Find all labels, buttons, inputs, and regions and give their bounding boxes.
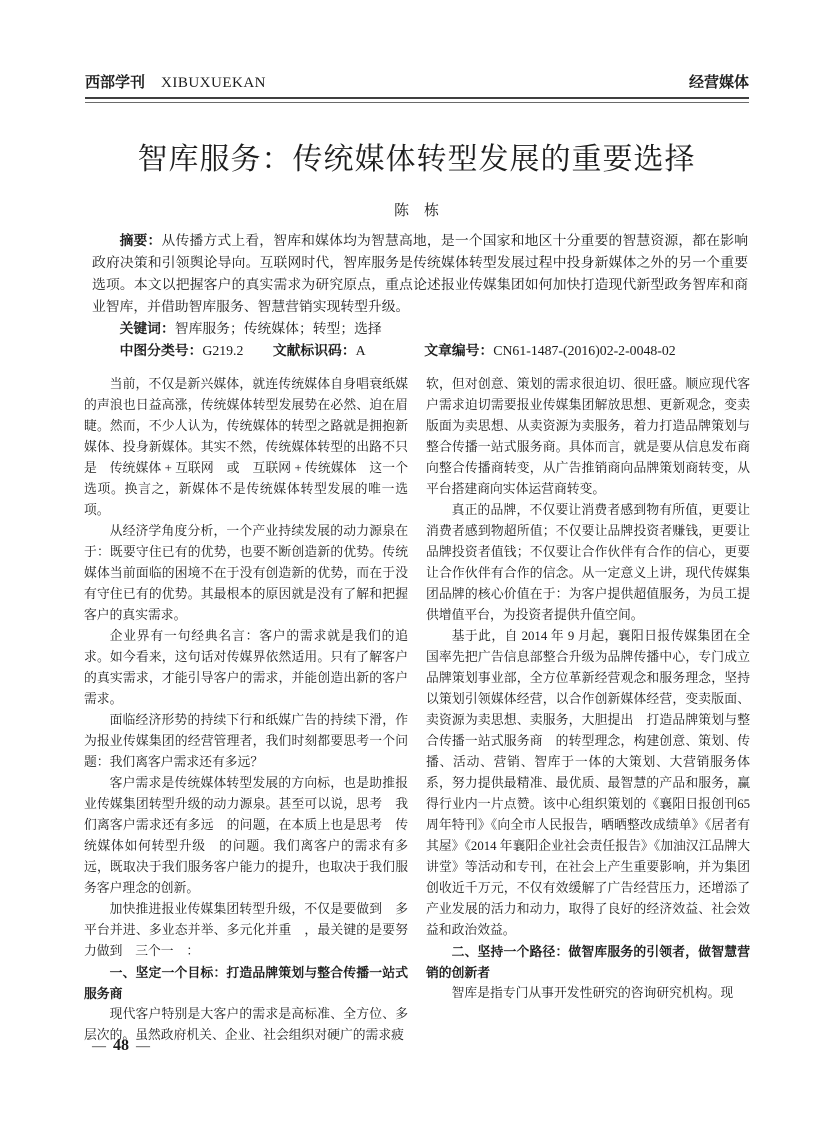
clc-label: 中图分类号： <box>119 342 203 358</box>
paragraph: 加快推进报业传媒集团转型升级，不仅是要做到 多平台并进、多业态并举、多元化并重 ，最关键的是要努力做到 三个一 ： <box>84 902 408 958</box>
front-matter <box>92 230 748 361</box>
classification-line <box>92 340 748 362</box>
journal-section-name: 经营媒体 <box>688 74 749 91</box>
article-title: 智库服务：传统媒体转型发展的重要选择 <box>137 143 696 176</box>
paragraph: 从经济学角度分析，一个产业持续发展的动力源泉在于：既要守住已有的优势，也要不断创造新的优势。传统媒体当前面临的困境不在于没有创造新的优势，而在于没有守住已有的优势。其最根本的原因就是没有了解和把握客户的真实需求。 <box>84 524 408 622</box>
page-number <box>92 1037 150 1055</box>
journal-title-cn: 西部学刊 <box>85 74 146 91</box>
page-number-dash-left: — <box>92 1039 106 1054</box>
document-code-value: A <box>355 342 365 358</box>
right-column <box>426 374 750 1046</box>
paragraph: 智库是指专门从事开发性研究的咨询研究机构。现 <box>451 986 734 1000</box>
abstract-text: 从传播方式上看，智库和媒体均为智慧高地，是一个国家和地区十分重要的智慧资源，都在影响政府决策和引领舆论导向。互联网时代，智库服务是传统媒体转型发展过程中投身新媒体之外的另一个重要选项。本文以把握客户的真实需求为研究原点，重点论述报业传媒集团如何加快打造现代新型政务智库和商业智库，并借助智库服务、智慧营销实现转型升级。 <box>92 233 748 314</box>
document-code <box>273 343 365 358</box>
paragraph: 真正的品牌，不仅要让消费者感到物有所值，更要让消费者感到物超所值；不仅要让品牌投资者赚钱，更要让品牌投资者值钱；不仅要让合作伙伴有合作的信心，更要让合作伙伴有合作的信念。从一定意义上讲，现代传媒集团品牌的核心价值在于：为客户提供超值服务，为员工提供增值平台，为投资者提供升值空间。 <box>426 503 750 622</box>
article-number-value: CN61-1487-(2016)02-2-0048-02 <box>493 342 676 358</box>
article-body <box>84 374 750 1046</box>
paragraph: 客户需求是传统媒体转型发展的方向标，也是助推报业传媒集团转型升级的动力源泉。甚至可以说，思考 我们离客户需求还有多远 的问题，在本质上也是思考 传统媒体如何转型升级 的问题。我们离客户的需求有多远，既取决于我们服务客户能力的提升，也取决于我们服务客户理念的创新。 <box>84 776 408 895</box>
journal-title-pinyin: XIBUXUEKAN <box>161 75 267 91</box>
paragraph: 企业界有一句经典名言：客户的需求就是我们的追求。如今看来，这句话对传媒界依然适用。只有了解客户的真实需求，才能引导客户的需求，并能创造出新的客户需求。 <box>84 629 408 706</box>
clc-value: G219.2 <box>202 342 244 358</box>
abstract <box>92 230 748 318</box>
article-author: 陈 栋 <box>393 203 439 219</box>
paragraph-continuation: 软，但对创意、策划的需求很迫切、很旺盛。顺应现代客户需求迫切需要报业传媒集团解放思想、更新观念，变卖版面为卖思想、从卖资源为卖服务，着力打造品牌策划与整合传播一站式服务商。具体而言，就是要从信息发布商向整合传播商转变，从广告推销商向品牌策划商转变，从平台搭建商向实体运营商转变。 <box>426 377 750 496</box>
keywords-text: 智库服务；传统媒体；转型；选择 <box>174 320 382 336</box>
clc-number <box>120 343 244 358</box>
abstract-label: 摘要： <box>119 233 162 248</box>
running-head <box>85 71 749 92</box>
document-code-label: 文献标识码： <box>272 342 356 358</box>
paragraph: 当前，不仅是新兴媒体，就连传统媒体自身唱衰纸媒的声浪也日益高涨，传统媒体转型发展势在必然、迫在眉睫。然而，不少人认为，传统媒体的转型之路就是拥抱新媒体、投身新媒体。其实不然，传统媒体转型的出路不只是 传统媒体 + 互联网 或 互联网 + 传统媒体 这一个选项。换言之，新媒体不是传统媒体转型发展的唯一选项。 <box>84 377 408 517</box>
section-heading-1: 一、坚定一个目标：打造品牌策划与整合传播一站式服务商 <box>84 965 408 1001</box>
keywords-label: 关键词： <box>119 320 175 336</box>
article-number-label: 文章编号： <box>424 342 494 358</box>
page-number-dash-right: — <box>136 1039 150 1054</box>
page-number-value: 48 <box>113 1037 129 1054</box>
keywords <box>92 318 748 340</box>
paragraph: 现代客户特别是大客户的需求是高标准、全方位、多层次的。虽然政府机关、企业、社会组织对硬广的需求疲 <box>84 1007 408 1042</box>
paragraph: 基于此，自 2014 年 9 月起，襄阳日报传媒集团在全国率先把广告信息部整合升级为品牌传播中心，专门成立品牌策划事业部，全方位革新经营观念和服务理念，坚持以策划引领媒体经营，以合作创新媒体经营，变卖版面、卖资源为卖思想、卖服务，大胆提出 打造品牌策划与整合传播一站式服务商 的转型理念，构建创意、策划、传播、活动、营销、智库于一体的大策划、大营销服务体系，努力提供最精准、最优质、最智慧的产品和服务，赢得行业内一片点赞。该中心组织策划的《襄阳日报创刊65 周年特刊》《向全市人民报告，晒晒整改成绩单》《居者有其屋》《2014 年襄阳企业社会责任报告》《加油汉江品牌大讲堂》等活动和专刊，在社会上产生重要影响，并为集团创收近千万元，不仅有效缓解了广告经营压力，还增添了产业发展的活力和动力，取得了良好的经济效益、社会效益和政治效益。 <box>426 629 750 937</box>
header-double-rule <box>85 97 749 103</box>
left-column <box>84 374 408 1046</box>
article-number <box>424 343 675 358</box>
section-heading-2: 二、坚持一个路径：做智库服务的引领者，做智慧营销的创新者 <box>426 944 750 980</box>
paragraph: 面临经济形势的持续下行和纸媒广告的持续下滑，作为报业传媒集团的经营管理者，我们时刻都要思考一个问题：我们离客户需求还有多远？ <box>84 713 408 769</box>
journal-title <box>85 71 266 92</box>
